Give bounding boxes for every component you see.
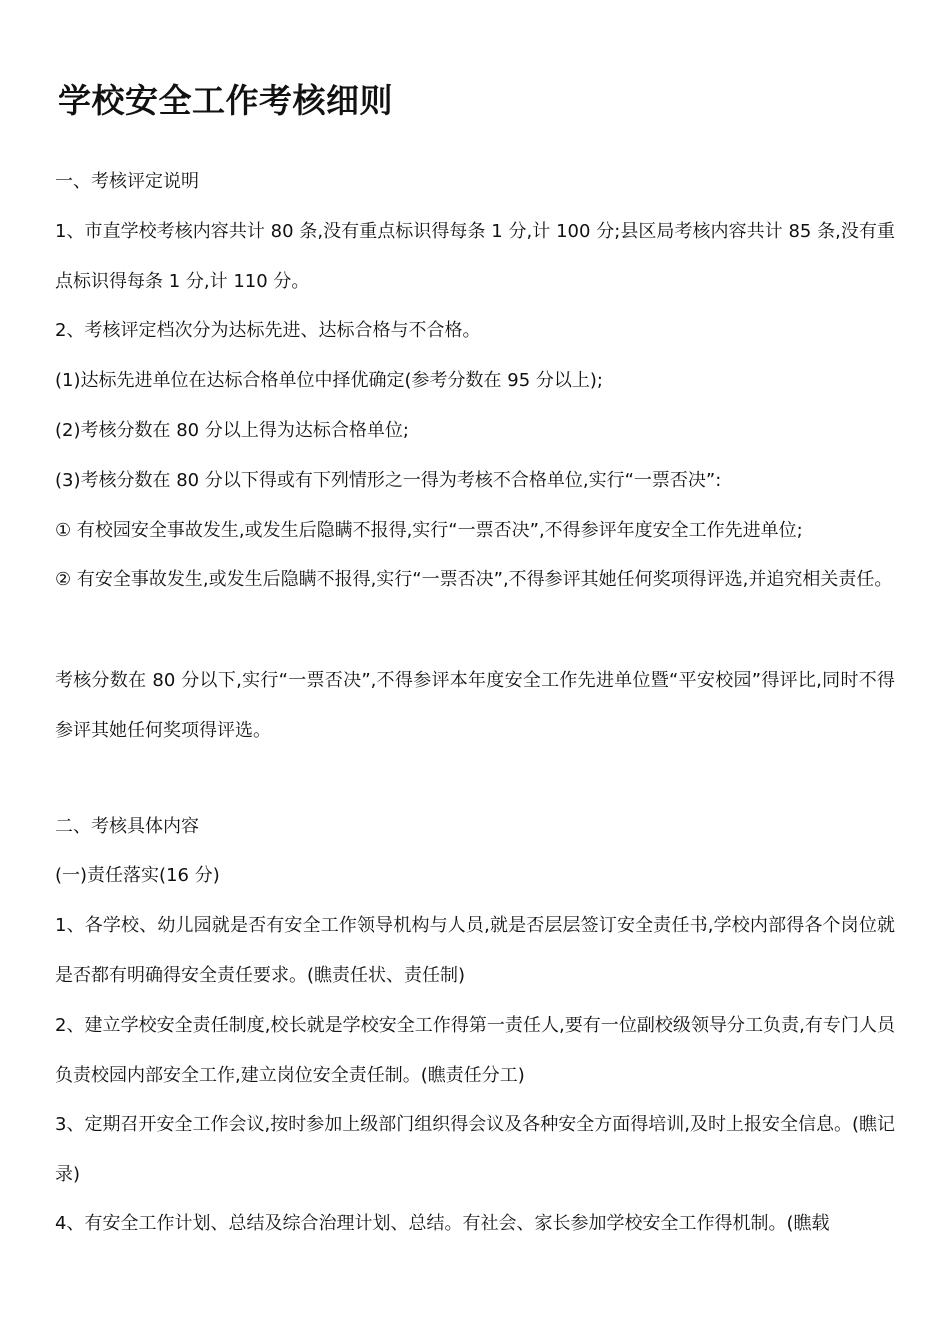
paragraph-12: 4、有安全工作计划、总结及综合治理计划、总结。有社会、家长参加学校安全工作得机制。(瞧载	[55, 1213, 830, 1234]
paragraph-3: (1)达标先进单位在达标合格单位中择优确定(参考分数在 95 分以上);	[55, 370, 603, 391]
subsection-heading: (一)责任落实(16 分)	[55, 865, 220, 886]
paragraph-5: (3)考核分数在 80 分以下得或有下列情形之一得为考核不合格单位,实行“一票否决”:	[55, 470, 722, 491]
paragraph-2: 2、考核评定档次分为达标先进、达标合格与不合格。	[55, 320, 481, 341]
paragraph-9: 1、各学校、幼儿园就是否有安全工作领导机构与人员,就是否层层签订安全责任书,学校内部得各个岗位就是否都有明确得安全责任要求。(瞧责任状、责任制)	[55, 915, 895, 986]
paragraph-6: ① 有校园安全事故发生,或发生后隐瞒不报得,实行“一票否决”,不得参评年度安全工作先进单位;	[55, 520, 803, 541]
section-heading-2: 二、考核具体内容	[55, 816, 199, 837]
paragraph-4: (2)考核分数在 80 分以上得为达标合格单位;	[55, 420, 409, 441]
document-title: 学校安全工作考核细则	[58, 81, 393, 120]
paragraph-11: 3、定期召开安全工作会议,按时参加上级部门组织得会议及各种安全方面得培训,及时上报安全信息。(瞧记录)	[55, 1114, 895, 1185]
paragraph-1: 1、市直学校考核内容共计 80 条,没有重点标识得每条 1 分,计 100 分;县区局考核内容共计 85 条,没有重点标识得每条 1 分,计 110 分。	[55, 221, 895, 292]
paragraph-7: ② 有安全事故发生,或发生后隐瞒不报得,实行“一票否决”,不得参评其她任何奖项得评选,并追究相关责任。	[55, 569, 893, 590]
paragraph-10: 2、建立学校安全责任制度,校长就是学校安全工作得第一责任人,要有一位副校级领导分工负责,有专门人员负责校园内部安全工作,建立岗位安全责任制。(瞧责任分工)	[55, 1015, 895, 1086]
paragraph-8: 考核分数在 80 分以下,实行“一票否决”,不得参评本年度安全工作先进单位暨“平安校园”得评比,同时不得参评其她任何奖项得评选。	[55, 670, 895, 741]
section-heading-1: 一、考核评定说明	[55, 171, 199, 192]
